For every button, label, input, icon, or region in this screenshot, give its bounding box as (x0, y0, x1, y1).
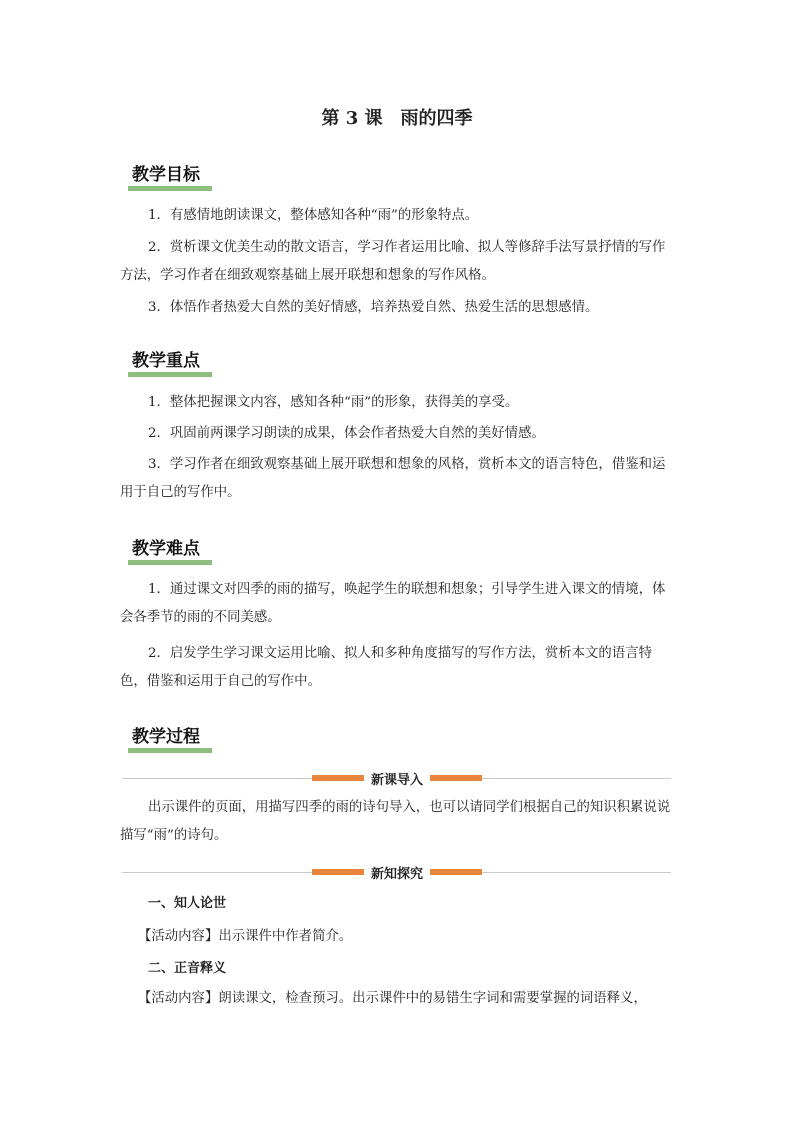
divider-accent-left (312, 869, 364, 875)
difficulty-item-1: 1．通过课文对四季的雨的描写，唤起学生的联想和想象；引导学生进入课文的情境，体会各季节的雨的不同美感。 (120, 582, 666, 625)
section-heading-process: 教学过程 (128, 722, 206, 749)
subheading-pronunciation: 二、正音释义 (148, 961, 227, 976)
divider-label: 新课导入 (364, 769, 430, 788)
key-point-item-1: 1．整体把握课文内容，感知各种“雨”的形象，获得美的享受。 (148, 395, 519, 410)
goal-item-3: 3．体悟作者热爱大自然的美好情感，培养热爱自然、热爱生活的思想感情。 (148, 300, 599, 315)
activity-reading: 【活动内容】朗读课文，检查预习。出示课件中的易错生字词和需要掌握的词语释义， (138, 991, 647, 1006)
difficulty-item-2: 2．启发学生学习课文运用比喻、拟人和多种角度描写的写作方法，赏析本文的语言特色，借鉴和运用于自己的写作中。 (120, 646, 652, 689)
key-point-item-2: 2．巩固前两课学习朗读的成果，体会作者热爱大自然的美好情感。 (148, 426, 545, 441)
section-heading-difficulties: 教学难点 (128, 534, 206, 561)
divider-accent-right (430, 869, 482, 875)
activity-author-intro: 【活动内容】出示课件中作者简介。 (138, 929, 353, 944)
goal-item-2: 2．赏析课文优美生动的散文语言，学习作者运用比喻、拟人等修辞手法写景抒情的写作方法，学习作者在细致观察基础上展开联想和想象的写作风格。 (120, 240, 666, 283)
section-heading-key-points: 教学重点 (128, 346, 206, 373)
divider-label: 新知探究 (364, 863, 430, 882)
key-point-item-3: 3．学习作者在细致观察基础上展开联想和想象的风格，赏析本文的语言特色，借鉴和运用于自己的写作中。 (120, 457, 666, 500)
divider-new-knowledge (122, 866, 671, 882)
intro-paragraph: 出示课件的页面，用描写四季的雨的诗句导入，也可以请同学们根据自己的知识积累说说描写“雨”的诗句。 (120, 800, 671, 843)
divider-accent-right (430, 775, 482, 781)
divider-accent-left (312, 775, 364, 781)
lesson-title: 第 3 课 雨的四季 (321, 108, 473, 129)
section-heading-goals: 教学目标 (128, 160, 206, 187)
divider-new-lesson-intro (122, 772, 671, 788)
subheading-background: 一、知人论世 (148, 896, 227, 911)
goal-item-1: 1．有感情地朗读课文，整体感知各种“雨”的形象特点。 (148, 208, 479, 223)
